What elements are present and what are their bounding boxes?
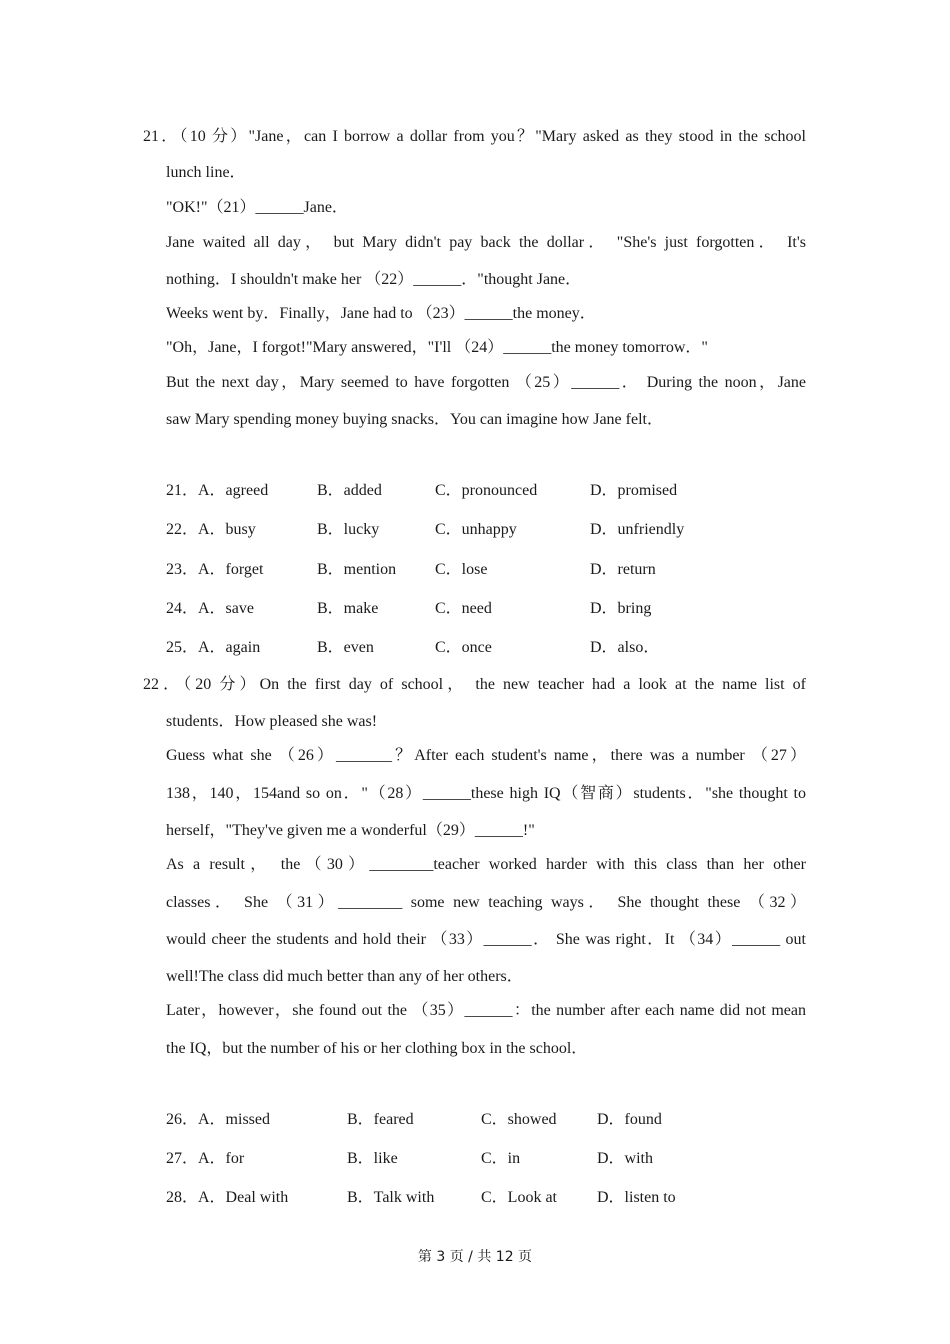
q22-passage-line: Later，however，she found out the （35）______：the number after each name did not mean	[166, 1002, 806, 1019]
q21-passage-line: nothing．I shouldn't make her （22）______．"thought Jane．	[166, 271, 582, 288]
option-b: B．even	[317, 639, 374, 656]
option-d: D．bring	[590, 600, 652, 617]
q22-passage-line: As a result， the（30）________teacher worked harder with this class than her other	[166, 856, 806, 873]
option-b: B．Talk with	[347, 1189, 435, 1206]
q22-passage-line: classes． She （31）________ some new teaching ways． She thought these （32）	[166, 894, 806, 911]
option-d: D．promised	[590, 482, 678, 499]
q22-passage-line: well!The class did much better than any of her others．	[166, 968, 523, 985]
q22-passage-line: herself，"They've given me a wonderful（29）______!"	[166, 822, 535, 839]
q21-passage-line: But the next day，Mary seemed to have forgotten （25）______． During the noon，Jane	[166, 374, 806, 391]
option-b: B．mention	[317, 561, 397, 578]
option-c: C．in	[481, 1150, 521, 1167]
q22-passage-line: students．How pleased she was!	[166, 713, 378, 730]
option-a: 28．A．Deal with	[166, 1189, 289, 1206]
option-a: 23．A．forget	[166, 561, 264, 578]
option-a: 27．A．for	[166, 1150, 245, 1167]
option-b: B．like	[347, 1150, 398, 1167]
option-c: C．pronounced	[435, 482, 538, 499]
option-d: D．return	[590, 561, 656, 578]
option-c: C．unhappy	[435, 521, 517, 538]
option-b: B．lucky	[317, 521, 380, 538]
option-d: D．found	[597, 1111, 662, 1128]
q21-passage-line: saw Mary spending money buying snacks．You can imagine how Jane felt．	[166, 411, 663, 428]
q22-passage-line: the IQ，but the number of his or her clothing box in the school．	[166, 1040, 588, 1057]
option-d: D．unfriendly	[590, 521, 685, 538]
option-a: 24．A．save	[166, 600, 254, 617]
option-a: 25．A．again	[166, 639, 261, 656]
option-d: D．also．	[590, 639, 660, 656]
option-a: 26．A．missed	[166, 1111, 271, 1128]
q21-passage-line: lunch line．	[166, 164, 246, 181]
option-c: C．lose	[435, 561, 488, 578]
option-c: C．once	[435, 639, 492, 656]
q21-header: 21．（10 分）"Jane，can I borrow a dollar from you？"Mary asked as they stood in the school	[143, 128, 806, 145]
option-b: B．feared	[347, 1111, 414, 1128]
q21-passage-line: "OK!"（21）______Jane．	[166, 199, 348, 216]
q22-passage-line: would cheer the students and hold their （33）______． She was right．It （34）______ out	[166, 931, 806, 948]
option-c: C．need	[435, 600, 492, 617]
q21-passage-line: "Oh，Jane，I forgot!"Mary answered，"I'll （24）______the money tomorrow．"	[166, 339, 708, 356]
q22-header: 22．（20 分）On the first day of school， the new teacher had a look at the name list of	[143, 676, 806, 693]
q21-passage-line: Jane waited all day， but Mary didn't pay back the dollar． "She's just forgotten． It's	[166, 234, 806, 251]
option-c: C．Look at	[481, 1189, 557, 1206]
option-b: B．make	[317, 600, 379, 617]
option-a: 21．A．agreed	[166, 482, 269, 499]
option-b: B．added	[317, 482, 382, 499]
q22-passage-line: 138，140，154and so on．"（28）______these high IQ（智商）students．"she thought to	[166, 785, 806, 802]
option-a: 22．A．busy	[166, 521, 256, 538]
q21-passage-line: Weeks went by．Finally，Jane had to （23）______the money．	[166, 305, 596, 322]
option-d: D．listen to	[597, 1189, 676, 1206]
q22-passage-line: Guess what she （26）_______？After each student's name，there was a number （27）	[166, 747, 806, 764]
option-c: C．showed	[481, 1111, 557, 1128]
page-footer: 第 3 页 / 共 12 页	[417, 1249, 533, 1265]
option-d: D．with	[597, 1150, 654, 1167]
